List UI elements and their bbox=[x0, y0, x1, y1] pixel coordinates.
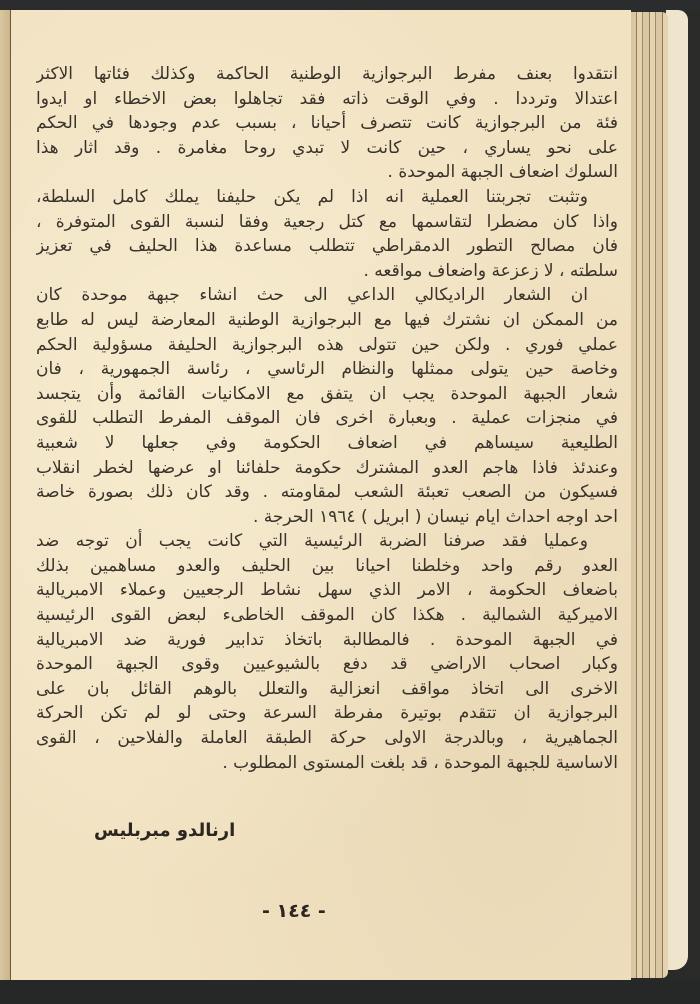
paragraph bbox=[36, 283, 618, 529]
text-line: الجماهيرية ، وبالدرجة الاولى حركة الطبقة العاملة والفلاحين ، القوى bbox=[36, 728, 618, 749]
text-line: انتقدوا بعنف مفرط البرجوازية الوطنية الحاكمة وكذلك فئاتها الاكثر bbox=[36, 64, 618, 84]
text-line: اعتدالا وترددا . وفي الوقت ذاته فقد تجاهلوا بعض الاخطاء او ايدوا bbox=[36, 88, 618, 109]
text-line: وتثبت تجربتنا العملية انه اذا لم يكن حليفنا يملك كامل السلطة، bbox=[36, 186, 588, 207]
text-line: فئة من البرجوازية كانت تتصرف أحيانا ، بسبب عدم وجودها في الحكم bbox=[36, 113, 618, 134]
text-line: في الجبهة الموحدة . فالمطالبة باتخاذ تدابير فورية ضد الامبريالية bbox=[36, 629, 618, 650]
author-signature: ارنالدو مبربليس bbox=[94, 820, 236, 841]
text-line: باضعاف الحكومة ، الامر الذي سهل نشاط الرجعيين وعملاء الامبريالية bbox=[36, 580, 618, 601]
text-line: وعندئذ فاذا هاجم العدو المشترك حكومة حلفائنا او عرضها لخطر انقلاب bbox=[36, 457, 618, 478]
page-number: - ١٤٤ - bbox=[262, 900, 326, 922]
body-text bbox=[36, 62, 618, 775]
text-line: ان الشعار الراديكالي الداعي الى حث انشاء جبهة موحدة كان bbox=[36, 285, 588, 306]
text-line: من الممكن ان نشترك فيها مع البرجوازية الوطنية المعارضة ليس له طابع bbox=[36, 309, 618, 330]
text-line: السلوك اضعاف الجبهة الموحدة . bbox=[387, 162, 618, 183]
text-line: وكبار اصحاب الاراضي قد دفع بالشيوعيين وقوى الجبهة الموحدة bbox=[36, 654, 618, 675]
text-line: شعار الجبهة الموحدة يجب ان يتفق مع الامكانيات القائمة وأن يتجسد bbox=[36, 383, 618, 404]
text-line: الاساسية للجبهة الموحدة ، قد بلغت المستوى المطلوب . bbox=[222, 752, 618, 773]
text-line: احد اوجه احداث ايام نيسان ( ابريل ) ١٩٦٤ الحرجة . bbox=[252, 506, 618, 527]
previous-page-edge bbox=[0, 10, 11, 982]
paragraph bbox=[36, 62, 618, 185]
text-line: فان مصالح التطور الدمقراطي تتطلب مساعدة هذا الحليف في تعزيز bbox=[36, 236, 618, 257]
paragraph bbox=[36, 185, 618, 283]
book-edge bbox=[666, 10, 688, 970]
paragraph bbox=[36, 529, 618, 775]
text-line: البرجوازية ان تتقدم بوتيرة مفرطة السرعة وحتى لو لم تكن الحركة bbox=[36, 703, 618, 724]
text-line: وعمليا فقد صرفنا الضربة الرئيسية التي كانت يجب أن توجه ضد bbox=[36, 531, 588, 552]
text-line: وخاصة حين يتولى ممثلها والنظام الرئاسي ، رئاسة الجمهورية ، فان bbox=[36, 359, 618, 380]
text-line: الاخرى الى اتخاذ مواقف انعزالية والتعلل بالوهم القائل بان على bbox=[36, 678, 618, 699]
text-line: الاميركية الشمالية . هكذا كان الموقف الخاطىء لبعض القوى الرئيسية bbox=[36, 605, 618, 626]
text-line: العدو رقم واحد وخلطنا احيانا بين الحليف والعدو مساهمين بذلك bbox=[36, 555, 618, 576]
text-line: على نحو يساري ، حين كانت لا تبدي روحا مغامرة . وقد اثار هذا bbox=[36, 137, 618, 158]
text-line: الطليعية سيساهم في اضعاف الحكومة وفي جعلها لا شعبية bbox=[36, 432, 618, 453]
scan-background-bottom bbox=[0, 980, 700, 1004]
text-line: في منجزات عملية . وبعبارة اخرى فان الموقف المفرط التطلب للقوى bbox=[36, 408, 618, 429]
text-line: واذا كان مضطرا لتقاسمها مع كتل رجعية وفقا لنسبة القوى المتوفرة ، bbox=[36, 211, 618, 232]
text-line: فسيكون من الصعب تعبئة الشعب لمقاومته . وقد كان ذلك بصورة خاصة bbox=[36, 482, 618, 503]
text-line: سلطته ، لا زعزعة واضعاف مواقعه . bbox=[363, 260, 618, 281]
text-line: عملي فوري . ولكن حين تتولى هذه البرجوازية الحليفة مسؤولية الحكم bbox=[36, 334, 618, 355]
